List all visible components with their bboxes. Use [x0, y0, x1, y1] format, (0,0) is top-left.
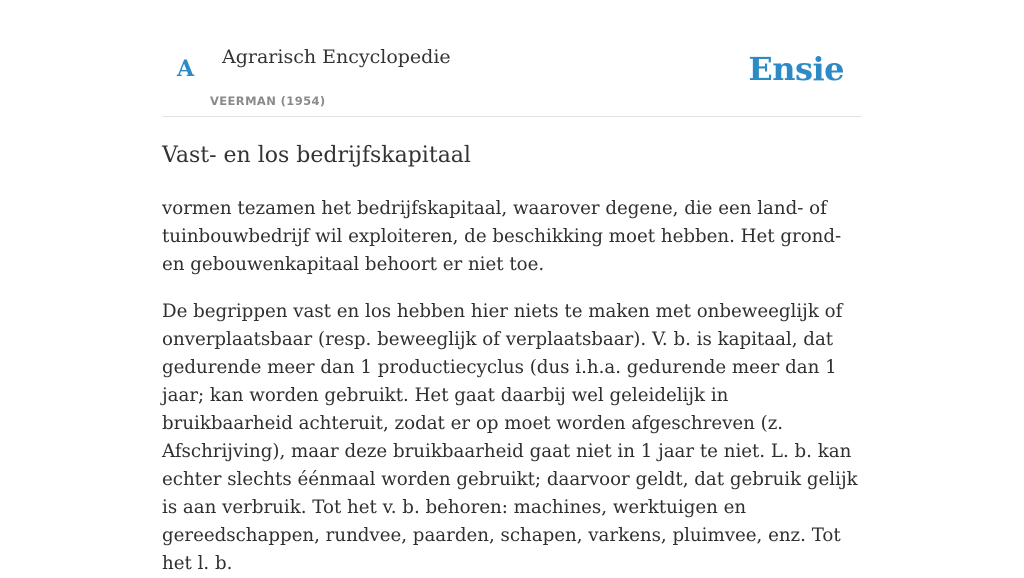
header [162, 0, 862, 117]
ensie-logo[interactable]: Ensie [748, 50, 844, 88]
article-paragraph: De begrippen vast en los hebben hier niets te maken met onbeweeglijk of onverplaatsbaar (resp. beweeglijk of verplaatsbaar). V. b. is kapitaal, dat gedurende meer dan 1 productiecyclus (dus i.h.a. gedurende meer dan 1 jaar; kan worden gebruikt. Het gaat daarbij wel geleidelijk in bruikbaarheid achteruit, zodat er op moet worden afgeschreven (z. Afschrijving), maar deze bruikbaarheid gaat niet in 1 jaar te niet. L. b. kan echter slechts éénmaal worden gebruikt; daarvoor geldt, dat gebruik gelijk is aan verbruik. Tot het v. b. behoren: machines, werktuigen en gereedschappen, rundvee, paarden, schapen, varkens, pluimvee, enz. Tot het l. b. [162, 301, 858, 574]
article-title: Vast- en los bedrijfskapitaal [162, 143, 471, 168]
book-author: VEERMAN (1954) [210, 94, 326, 108]
book-title-link[interactable]: Agrarisch Encyclopedie [222, 46, 451, 68]
page [162, 0, 862, 578]
book-letter-logo[interactable]: A [177, 56, 195, 82]
article-paragraph: vormen tezamen het bedrijfskapitaal, waarover degene, die een land- of tuinbouwbedrijf wil exploiteren, de beschikking moet hebben. Het grond- en gebouwenkapitaal behoort er niet toe. [162, 198, 842, 275]
